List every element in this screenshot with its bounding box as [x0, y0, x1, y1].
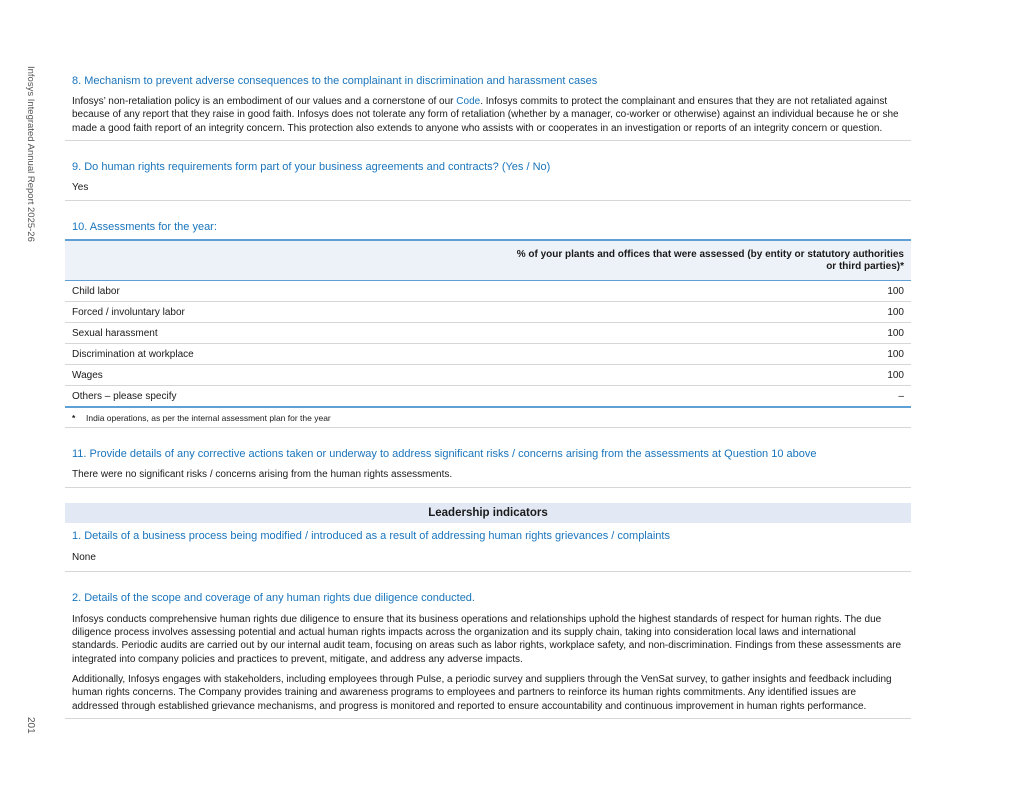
footnote-text: India operations, as per the internal assessment plan for the year [86, 413, 331, 424]
table-row [65, 323, 911, 344]
question-8-section [65, 70, 911, 141]
row-value: 100 [499, 323, 911, 344]
code-link[interactable]: Code [456, 96, 481, 107]
row-label: Child labor [65, 281, 499, 302]
table-row [65, 365, 911, 386]
leadership-question-2-paragraph-2: Additionally, Infosys engages with stakeholders, including employees through Pulse, a periodic survey and suppliers through the VenSat survey, to gather insights and feedback including human rights concerns. The Company provides training and awareness programs to employees and partners to reinforce its human rights commitments. Any identified issues are addressed through established grievance mechanisms, and progress is monitored and reported to ensure accountability and continuous improvement in human rights performance. [72, 673, 892, 712]
leadership-question-1-section [65, 523, 911, 571]
report-side-title: Infosys Integrated Annual Report 2025-26 [25, 66, 36, 242]
table-row [65, 281, 911, 302]
assessments-table [65, 239, 911, 408]
question-8-heading: 8. Mechanism to prevent adverse consequences to the complainant in discrimination and harassment cases [72, 75, 598, 87]
question-11-heading: 11. Provide details of any corrective actions taken or underway to address significant risks / concerns arising from the assessments at Question 10 above [72, 448, 817, 461]
assessments-footnote [65, 408, 911, 428]
table-row [65, 386, 911, 408]
assessments-header-blank [65, 240, 499, 281]
question-11-answer: There were no significant risks / concerns arising from the human rights assessments. [72, 469, 453, 481]
question-8-answer [72, 95, 904, 135]
footnote-marker: * [72, 413, 76, 424]
leadership-question-2-paragraph-1: Infosys conducts comprehensive human rights due diligence to ensure that its business operations and relationships uphold the highest standards of respect for human rights. The due diligence process involves assessing potential and actual human rights impacts across the organization and its supply chain, taking into consideration local laws and international standards. Periodic audits are carried out by our internal audit team, focusing on areas such as labor rights, workplace safety, and non-discrimination. Findings from these assessments are integrated into company policies and practices to prevent, mitigate, and address any adverse impacts. [72, 613, 902, 665]
question-11-section [65, 428, 911, 488]
table-row [65, 302, 911, 323]
row-value: 100 [499, 365, 911, 386]
row-label: Sexual harassment [65, 323, 499, 344]
row-label: Others – please specify [65, 386, 499, 408]
leadership-question-1-heading: 1. Details of a business process being modified / introduced as a result of addressing human rights grievances / complaints [72, 530, 670, 543]
assessments-column-header: % of your plants and offices that were assessed (by entity or statutory authorities or third parties)* [499, 240, 911, 281]
leadership-question-2-section [65, 572, 911, 719]
row-label: Wages [65, 365, 499, 386]
question-9-heading: 9. Do human rights requirements form part of your business agreements and contracts? (Yes / No) [72, 160, 551, 173]
row-value: 100 [499, 302, 911, 323]
question-8-text-end: . Infosys commits to protect the complainant and ensures that they are not retaliated against because of any report that they raise in good faith. Infosys does not tolerate any form of retaliation (whether by a manager, co-worker or otherwise) against an individual because he or she made a good faith report of an integrity concern. This protection also extends to anyone who assists with or cooperates in an investigation or reports of an integrity concern or question. [72, 96, 899, 134]
row-label: Discrimination at workplace [65, 344, 499, 365]
page-content [65, 70, 911, 719]
question-10-heading: 10. Assessments for the year: [72, 221, 217, 234]
question-9-answer: Yes [72, 181, 89, 193]
question-10-section [65, 201, 911, 428]
table-row [65, 344, 911, 365]
row-label: Forced / involuntary labor [65, 302, 499, 323]
leadership-indicators-banner: Leadership indicators [65, 503, 911, 523]
leadership-question-2-heading: 2. Details of the scope and coverage of any human rights due diligence conducted. [72, 591, 475, 604]
page-number: 201 [25, 717, 36, 734]
row-value: 100 [499, 281, 911, 302]
row-value: 100 [499, 344, 911, 365]
assessments-header-row [65, 240, 911, 281]
leadership-question-1-answer: None [72, 552, 96, 564]
row-value: – [499, 386, 911, 408]
question-9-section [65, 141, 911, 201]
question-8-text-start: Infosys’ non-retaliation policy is an embodiment of our values and a cornerstone of our [72, 96, 457, 107]
